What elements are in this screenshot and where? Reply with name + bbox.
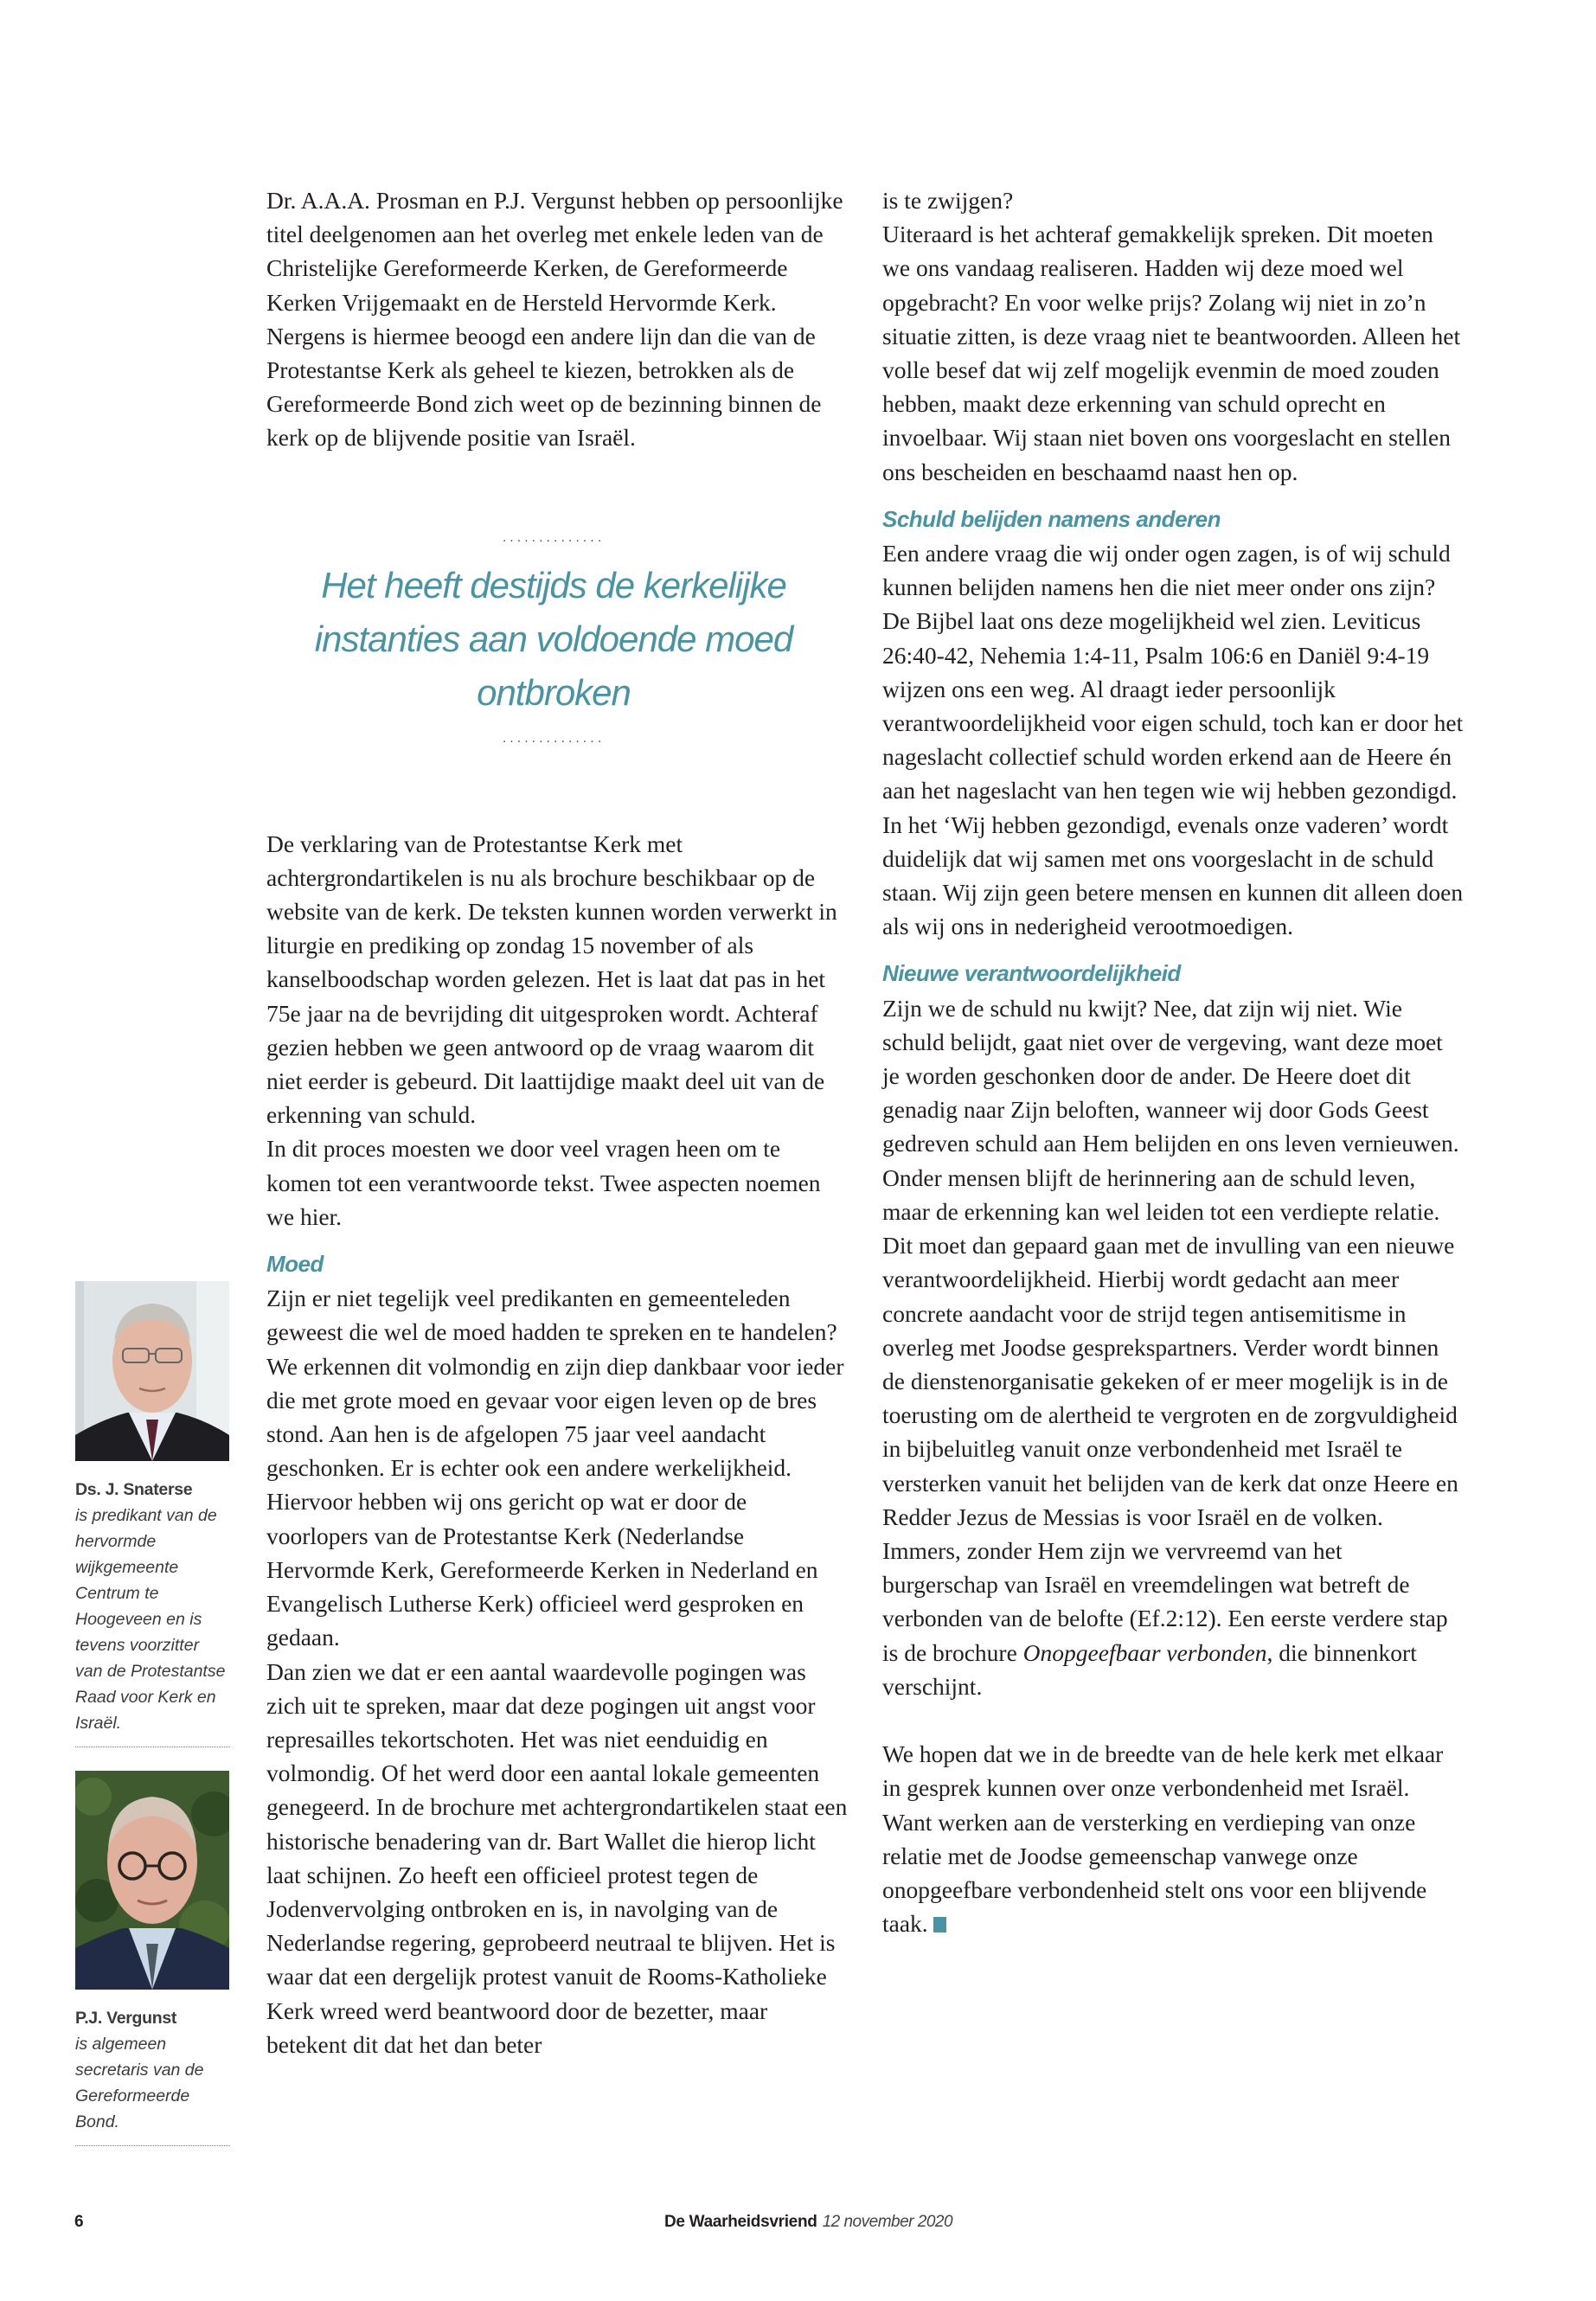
body-paragraph: Uiteraard is het achteraf gemakkelijk spreken. Dit moeten we ons vandaag realiseren. Hadden wij deze moed wel opgebracht? En voor welke prijs? Zolang wij niet in zo’n situatie zitten, is deze vraag niet te beantwoorden. Alleen het volle besef dat wij zelf mogelijk evenmin de moed zouden hebben, maakt deze erkenning van schuld oprecht en invoelbaar. Wij staan niet boven ons voorgeslacht en stellen ons bescheiden en beschaamd naast hen op. [882, 221, 1461, 485]
section-heading-nieuwe-verantwoordelijkheid: Nieuwe verantwoordelijkheid [882, 960, 1181, 987]
pull-quote [311, 529, 796, 747]
closing-paragraph [882, 1737, 1464, 1940]
body-paragraph: Een andere vraag die wij onder ogen zagen, is of wij schuld kunnen belijden namens hen die niet meer onder ons zijn? De Bijbel laat ons deze mogelijkheid wel zien. Leviticus 26:40-42, Nehemia 1:4-11, Psalm 106:6 en Daniël 9:4-19 wijzen ons een weg. Al draagt ieder persoonlijk verantwoordelijkheid voor eigen schuld, toch kan er door het nageslacht collectief schuld worden erkend aan de Heere én aan het nageslacht van hen tegen wie wij hebben gezondigd. In het ‘Wij hebben gezondigd, evenals onze vaderen’ wordt duidelijk dat wij samen met ons voorgeslacht in de schuld staan. Wij zijn geen betere mensen en kunnen dit alleen doen als wij ons in nederigheid verootmoedigen. [882, 540, 1464, 940]
issue-date: 12 november 2020 [822, 2213, 953, 2231]
author-photo-snaterse [75, 1281, 229, 1461]
intro-paragraph: Dr. A.A.A. Prosman en P.J. Vergunst hebben op persoonlijke titel deelgenomen aan het overleg met enkele leden van de Christelijke Gereformeerde Kerken, de Gereformeerde Kerken Vrijgemaakt en de Hersteld Hervormde Kerk. Nergens is hiermee beoogd een andere lijn dan die van de Protestantse Kerk als geheel te kiezen, betrokken als de Gereformeerde Bond zich weet op de bezinning binnen de kerk op de blijvende positie van Israël. [266, 187, 843, 452]
paragraph-text: We hopen dat we in de breedte van de hele kerk met elkaar in gesprek kunnen over onze verbondenheid met Israël. Want werken aan de versterking en verdieping van onze relatie met de Joodse gemeenschap vanwege onze onopgeefbare verbondenheid stelt ons voor een blijvende taak. [882, 1740, 1444, 1938]
section-heading-moed: Moed [266, 1251, 324, 1278]
magazine-name: De Waarheidsvriend [664, 2213, 817, 2231]
end-of-article-square-icon [933, 1917, 946, 1932]
section-heading-schuld: Schuld belijden namens anderen [882, 505, 1221, 532]
paragraph-text: Dit moet dan gepaard gaan met de invulling van een nieuwe verantwoordelijkheid. Hierbij wordt gedacht aan meer concrete aandacht voor de strijd tegen antisemitisme in overleg met Joodse gesprekspartners. Verder wordt binnen de dienstenorganisatie gekeken of er meer mogelijk is in de toerusting om de alertheid te vergroten en de zorgvuldigheid in bijbeluitleg vanuit onze verbondenheid met Israël te versterken vanuit het belijden van de kerk dat onze Heere en Redder Jezus de Messias is voor Israël en de volken. Immers, zonder Hem zijn we vervreemd van het burgerschap van Israël en vreemdelingen wat betreft de verbonden van de belofte (Ef.2:12). Een eerste verdere stap is de brochure [882, 1232, 1458, 1666]
author-sidebar-2 [75, 1771, 230, 2146]
body-paragraph: In dit proces moesten we door veel vragen heen om te komen tot een verantwoorde tekst. Twee aspecten noemen we hier. [266, 1135, 821, 1230]
portrait-image [75, 1771, 229, 1990]
author-name: P.J. Vergunst [75, 2009, 177, 2028]
body-paragraph [882, 1228, 1464, 1703]
brochure-title: Onopgeefbaar verbonden [1022, 1638, 1267, 1666]
portrait-image [75, 1281, 229, 1461]
body-paragraph: Zijn er niet tegelijk veel predikanten en gemeenteleden geweest die wel de moed hadden te spreken en te handelen? We erkennen dit volmondig en zijn diep dankbaar voor ieder die met grote moed en gevaar voor eigen leven op de bres stond. Aan hen is de afgelopen 75 jaar veel aandacht geschonken. Er is echter ook een andere werkelijkheid. Hiervoor hebben wij ons gericht op wat er door de voorlopers van de Protestantse Kerk (Nederlandse Hervormde Kerk, Gereformeerde Kerken in Nederland en Evangelisch Lutherse Kerk) officieel werd gesproken en gedaan. [266, 1285, 844, 1651]
author-sidebar [75, 1281, 230, 1747]
author-caption-vergunst [75, 2005, 230, 2146]
paragraph-text: , die binnenkort verschijnt. [882, 1638, 1417, 1700]
article-column-1 [266, 183, 848, 2061]
page-number: 6 [74, 2213, 84, 2231]
author-bio: is predikant van de hervormde wijkgemeente Centrum te Hoogeveen en is tevens voorzitter van de Protestantse Raad voor Kerk en Israël. [75, 1506, 226, 1733]
body-paragraph: Dan zien we dat er een aantal waardevolle pogingen was zich uit te spreken, maar dat deze pogingen uit angst voor represailles tekortschoten. Het was niet eenduidig en volmondig. Of het werd door een aantal lokale gemeenten genegeerd. In de brochure met achtergrondartikelen staat een historische benadering van dr. Bart Wallet die hierop licht laat schijnen. Zo heeft een officieel protest tegen de Jodenvervolging ontbroken en is, in navolging van de Nederlandse regering, geprobeerd neutraal te blijven. Het is waar dat een dergelijk protest vanuit de Rooms-Katholieke Kerk wreed werd beantwoord door de bezetter, maar betekent dit dat het dan beter [266, 1657, 848, 2058]
publication-footer [664, 2213, 952, 2232]
dotted-divider-top: .............. [502, 531, 606, 545]
continuation-line: is te zwijgen? [882, 187, 1014, 214]
author-bio: is algemeen secretaris van de Gereformeerde Bond. [75, 2035, 204, 2131]
author-name: Ds. J. Snaterse [75, 1480, 193, 1499]
author-caption-snaterse [75, 1477, 230, 1747]
body-paragraph: Zijn we de schuld nu kwijt? Nee, dat zijn wij niet. Wie schuld belijdt, gaat niet over de vergeving, want deze moet je worden geschonken door de ander. De Heere doet dit genadig naar Zijn beloften, wanneer wij door Gods Geest gedreven schuld aan Hem belijden en ons leven vernieuwen. Onder mensen blijft de herinnering aan de schuld leven, maar de erkenning kan wel leiden tot een verdiepte relatie. [882, 994, 1459, 1225]
article-column-2 [882, 183, 1464, 1940]
pull-quote-text: Het heeft destijds de kerkelijke instanties aan voldoende moed ontbroken [314, 565, 793, 713]
dotted-divider-bottom: .............. [502, 732, 606, 746]
author-photo-vergunst [75, 1771, 229, 1990]
body-paragraph: De verklaring van de Protestantse Kerk met achtergrondartikelen is nu als brochure beschikbaar op de website van de kerk. De teksten kunnen worden verwerkt in liturgie en prediking op zondag 15 november of als kanselboodschap worden gelezen. Het is laat dat pas in het 75e jaar na de bevrijding dit uitgesproken wordt. Achteraf gezien hebben we geen antwoord op de vraag waarom dit niet eerder is gebeurd. Dit laattijdige maakt deel uit van de erkenning van schuld. [266, 830, 837, 1129]
paragraph-gap [882, 1703, 1464, 1737]
